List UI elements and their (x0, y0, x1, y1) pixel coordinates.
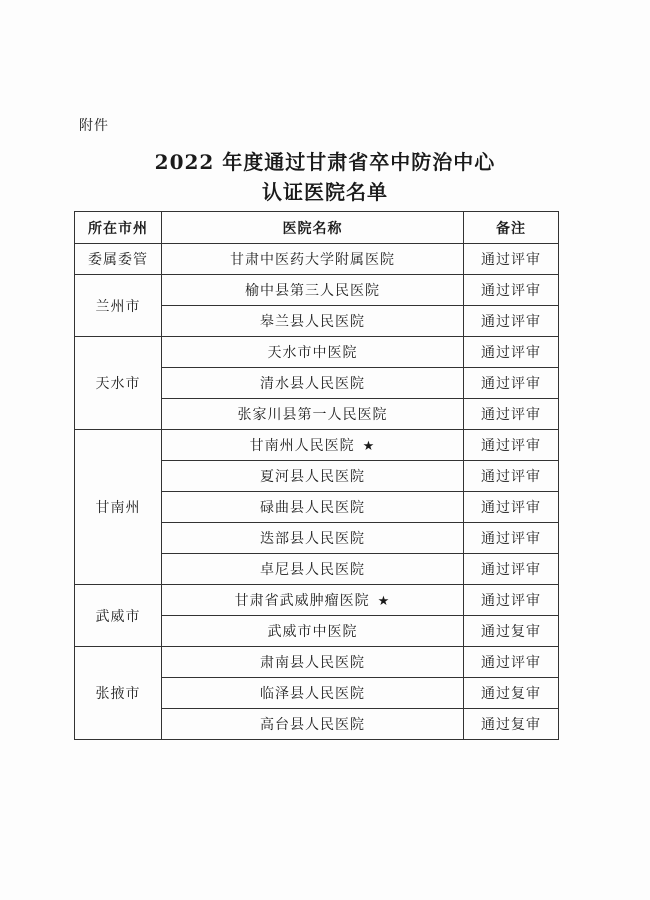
table-row (75, 647, 559, 678)
note-cell: 通过评审 (464, 554, 559, 585)
note-cell: 通过评审 (464, 337, 559, 368)
note-cell: 通过评审 (464, 244, 559, 275)
hospital-name: 甘肃省武威肿瘤医院 (234, 593, 370, 609)
table-row (75, 244, 559, 275)
hospital-name: 清水县人民医院 (260, 376, 365, 392)
region-cell: 兰州市 (75, 275, 162, 337)
column-header-region: 所在市州 (75, 212, 162, 244)
document-title-line2: 认证医院名单 (262, 180, 388, 204)
table-row (75, 585, 559, 616)
note-cell: 通过评审 (464, 647, 559, 678)
column-header-note: 备注 (464, 212, 559, 244)
hospital-name: 甘肃中医药大学附属医院 (230, 252, 395, 268)
hospital-name: 迭部县人民医院 (260, 531, 365, 547)
region-cell: 甘南州 (75, 430, 162, 585)
hospital-name-cell (162, 461, 464, 492)
hospital-name-cell (162, 709, 464, 740)
note-cell: 通过评审 (464, 430, 559, 461)
hospital-name: 皋兰县人民医院 (260, 314, 365, 330)
note-cell: 通过评审 (464, 306, 559, 337)
hospital-name-cell (162, 554, 464, 585)
hospital-name: 张家川县第一人民医院 (237, 407, 388, 423)
note-cell: 通过评审 (464, 399, 559, 430)
table-row (75, 337, 559, 368)
hospital-name: 碌曲县人民医院 (260, 500, 365, 516)
attachment-label: 附件 (79, 118, 109, 134)
hospital-name-cell (162, 585, 464, 616)
note-cell: 通过复审 (464, 616, 559, 647)
star-icon: ★ (362, 439, 376, 454)
note-cell: 通过评审 (464, 585, 559, 616)
star-icon: ★ (377, 594, 391, 609)
hospital-name-cell (162, 430, 464, 461)
hospital-name-cell (162, 244, 464, 275)
hospital-name-cell (162, 337, 464, 368)
hospital-name: 临泽县人民医院 (260, 686, 365, 702)
column-header-hospital-name: 医院名称 (162, 212, 464, 244)
hospital-name: 卓尼县人民医院 (260, 562, 365, 578)
hospital-name-cell (162, 399, 464, 430)
hospital-name: 甘南州人民医院 (249, 438, 355, 454)
note-cell: 通过复审 (464, 709, 559, 740)
region-cell: 武威市 (75, 585, 162, 647)
table-header-row (75, 212, 559, 244)
document-title-line1: 2022 年度通过甘肃省卒中防治中心 (154, 150, 496, 174)
region-cell: 委属委管 (75, 244, 162, 275)
table-row (75, 430, 559, 461)
hospital-name-cell (162, 275, 464, 306)
hospital-name: 高台县人民医院 (260, 717, 365, 733)
table-body (75, 244, 559, 740)
region-cell: 张掖市 (75, 647, 162, 740)
hospital-name: 天水市中医院 (267, 345, 358, 361)
hospital-name-cell (162, 368, 464, 399)
note-cell: 通过评审 (464, 523, 559, 554)
hospital-name: 武威市中医院 (267, 624, 358, 640)
hospital-list-table (74, 211, 559, 740)
hospital-name: 榆中县第三人民医院 (245, 283, 380, 299)
region-cell: 天水市 (75, 337, 162, 430)
hospital-name: 夏河县人民医院 (260, 469, 365, 485)
note-cell: 通过评审 (464, 368, 559, 399)
hospital-name: 肃南县人民医院 (260, 655, 365, 671)
hospital-name-cell (162, 647, 464, 678)
note-cell: 通过评审 (464, 492, 559, 523)
hospital-name-cell (162, 306, 464, 337)
table-row (75, 275, 559, 306)
note-cell: 通过复审 (464, 678, 559, 709)
hospital-name-cell (162, 523, 464, 554)
note-cell: 通过评审 (464, 275, 559, 306)
hospital-name-cell (162, 678, 464, 709)
note-cell: 通过评审 (464, 461, 559, 492)
hospital-name-cell (162, 616, 464, 647)
hospital-name-cell (162, 492, 464, 523)
